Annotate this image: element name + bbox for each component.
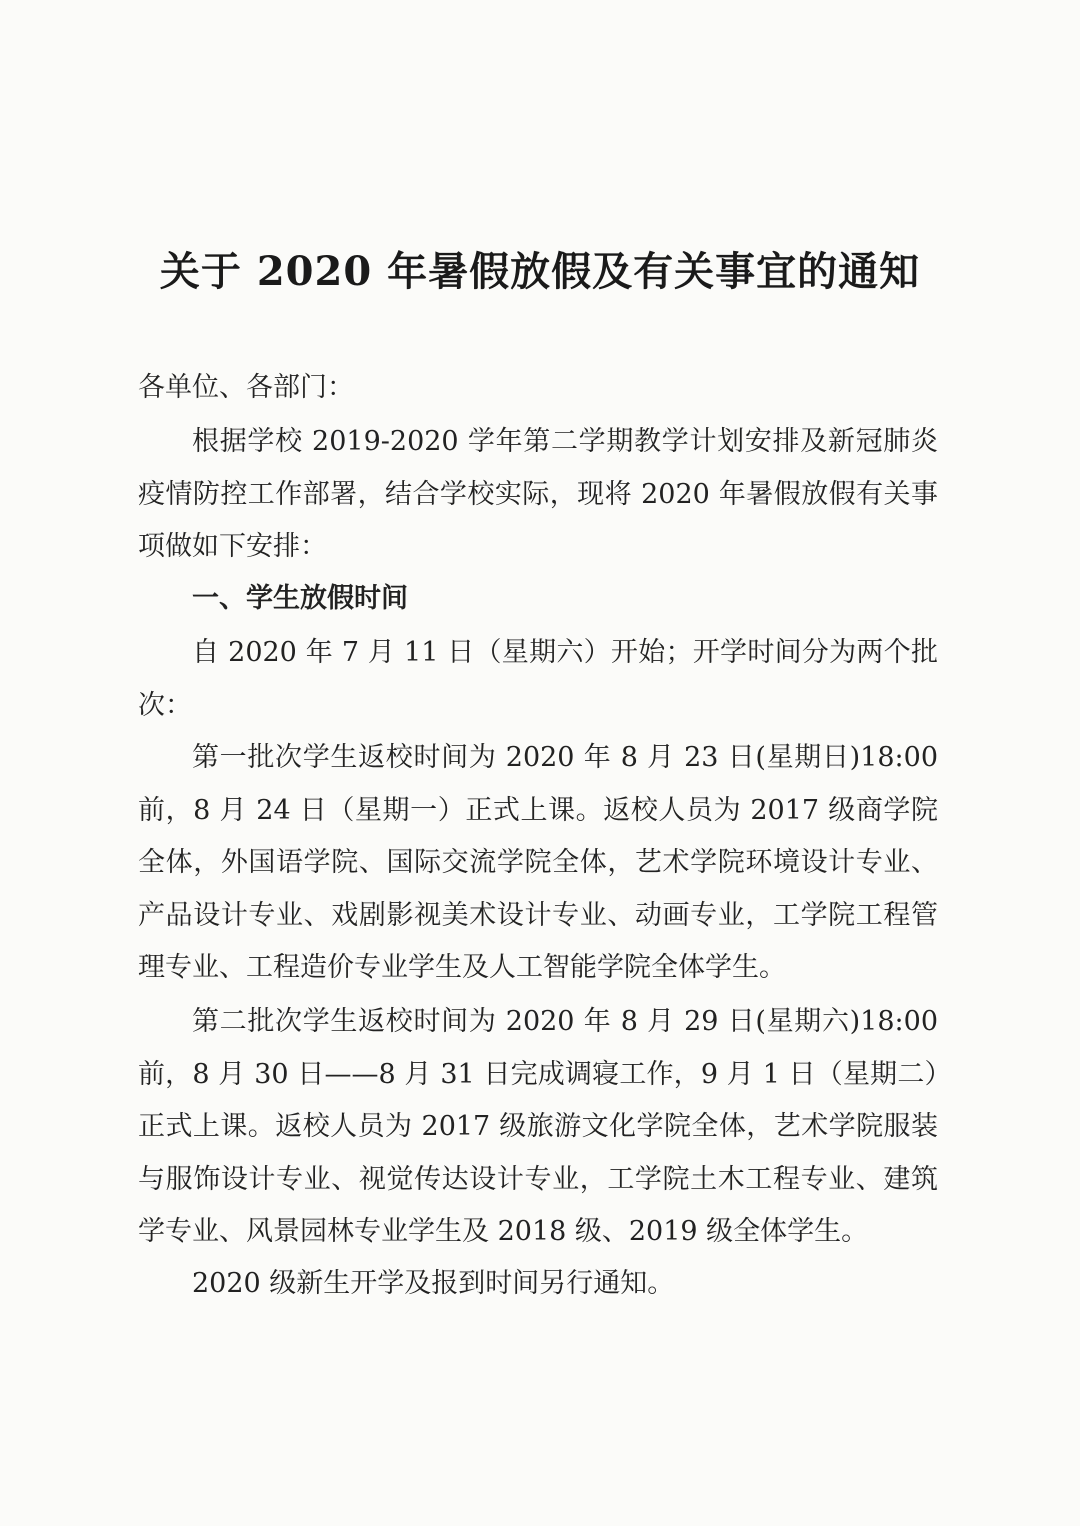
paragraph-intro: 根据学校 2019-2020 学年第二学期教学计划安排及新冠肺炎疫情防控工作部署，结合学校实际，现将 2020 年暑假放假有关事项做如下安排：	[138, 426, 938, 562]
salutation: 各单位、各部门：	[138, 372, 354, 403]
paragraph-batch1: 第一批次学生返校时间为 2020 年 8 月 23 日(星期日)18:00 前，8 月 24 日（星期一）正式上课。返校人员为 2017 级商学院全体，外国语学院、国际交流学院全体，艺术学院环境设计专业、产品设计专业、戏剧影视美术设计专业、动画专业，工学院工程管理专业、工程造价专业学生及人工智能学院全体学生。	[138, 742, 938, 983]
paragraph-vacation: 自 2020 年 7 月 11 日（星期六）开始；开学时间分为两个批次：	[138, 637, 938, 721]
document-title: 关于 2020 年暑假放假及有关事宜的通知	[159, 248, 921, 295]
paragraph-batch2: 第二批次学生返校时间为 2020 年 8 月 29 日(星期六)18:00 前，8 月 30 日——8 月 31 日完成调寝工作，9 月 1 日（星期二）正式上课。返校人员为 2017 级旅游文化学院全体，艺术学院服装与服饰设计专业、视觉传达设计专业，工学院土木工程专业、建筑学专业、风景园林专业学生及 2018 级、2019 级全体学生。	[138, 1006, 938, 1247]
section-heading: 一、学生放假时间	[192, 583, 408, 614]
paragraph-freshmen: 2020 级新生开学及报到时间另行通知。	[192, 1268, 675, 1299]
